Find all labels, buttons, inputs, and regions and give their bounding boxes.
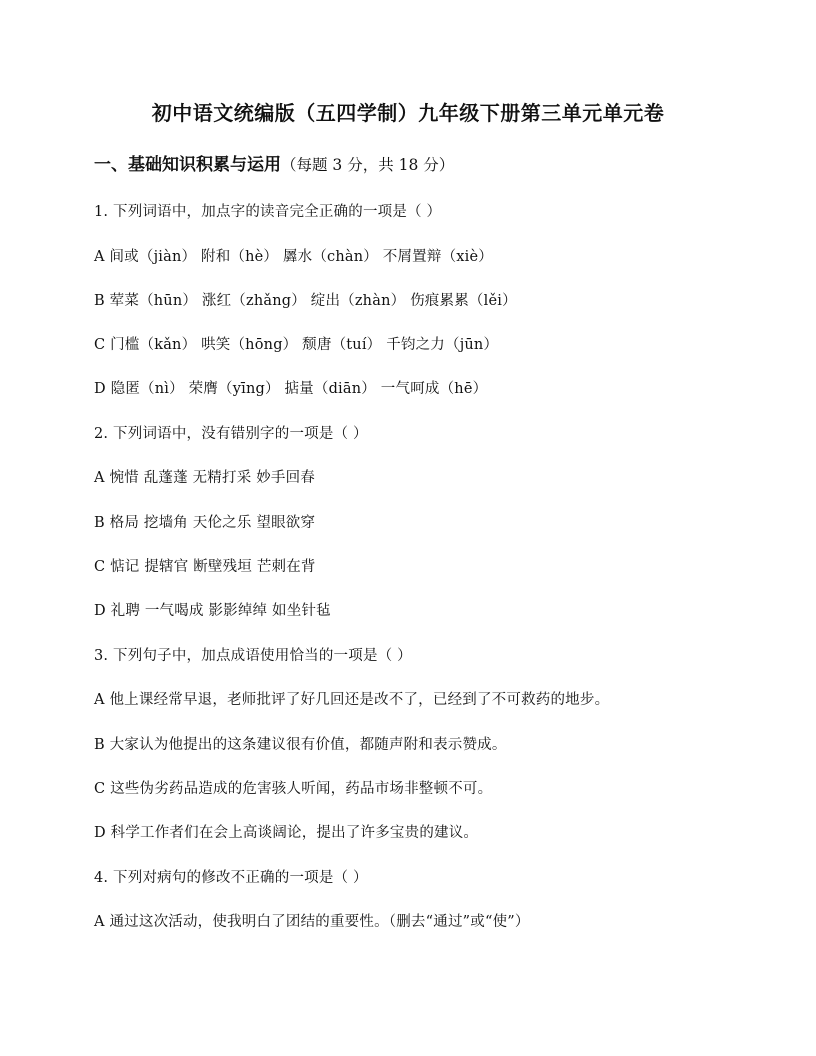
question-4-stem: 4. 下列对病句的修改不正确的一项是（ ） — [94, 870, 368, 886]
question-1-option-c: C 门槛（kǎn） 哄笑（hōng） 颓唐（tuí） 千钧之力（jūn） — [94, 337, 499, 353]
question-2-option-d: D 礼聘 一气喝成 影影绰绰 如坐针毡 — [94, 603, 331, 619]
question-3-option-a: A 他上课经常早退，老师批评了好几回还是改不了，已经到了不可救药的地步。 — [94, 692, 610, 708]
section-score-note: （每题 3 分，共 18 分） — [281, 156, 455, 174]
question-3-option-c: C 这些伪劣药品造成的危害骇人听闻，药品市场非整顿不可。 — [94, 781, 493, 797]
question-2-option-b: B 格局 挖墙角 天伦之乐 望眼欲穿 — [94, 515, 316, 531]
document-title: 初中语文统编版（五四学制）九年级下册第三单元单元卷 — [151, 101, 665, 125]
question-1-option-d: D 隐匿（nì） 荣膺（yīng） 掂量（diān） 一气呵成（hē） — [94, 381, 488, 397]
question-3-stem: 3. 下列句子中，加点成语使用恰当的一项是（ ） — [94, 648, 412, 664]
question-4-option-a: A 通过这次活动，使我明白了团结的重要性。（删去“通过”或“使”） — [94, 914, 530, 930]
section-heading — [94, 150, 454, 175]
question-1-option-b: B 荤菜（hūn） 涨红（zhǎng） 绽出（zhàn） 伤痕累累（lěi） — [94, 293, 517, 309]
question-2-stem: 2. 下列词语中，没有错别字的一项是（ ） — [94, 426, 368, 442]
question-1-stem: 1. 下列词语中，加点字的读音完全正确的一项是（ ） — [94, 204, 442, 220]
question-1-option-a: A 间或（jiàn） 附和（hè） 羼水（chàn） 不屑置辩（xiè） — [94, 249, 493, 265]
question-2-option-a: A 惋惜 乱蓬蓬 无精打采 妙手回春 — [94, 470, 316, 486]
section-heading-text: 一、基础知识积累与运用 — [94, 155, 281, 175]
question-3-option-b: B 大家认为他提出的这条建议很有价值，都随声附和表示赞成。 — [94, 737, 507, 753]
question-3-option-d: D 科学工作者们在会上高谈阔论，提出了许多宝贵的建议。 — [94, 825, 479, 841]
question-2-option-c: C 惦记 提辖官 断壁残垣 芒刺在背 — [94, 559, 316, 575]
